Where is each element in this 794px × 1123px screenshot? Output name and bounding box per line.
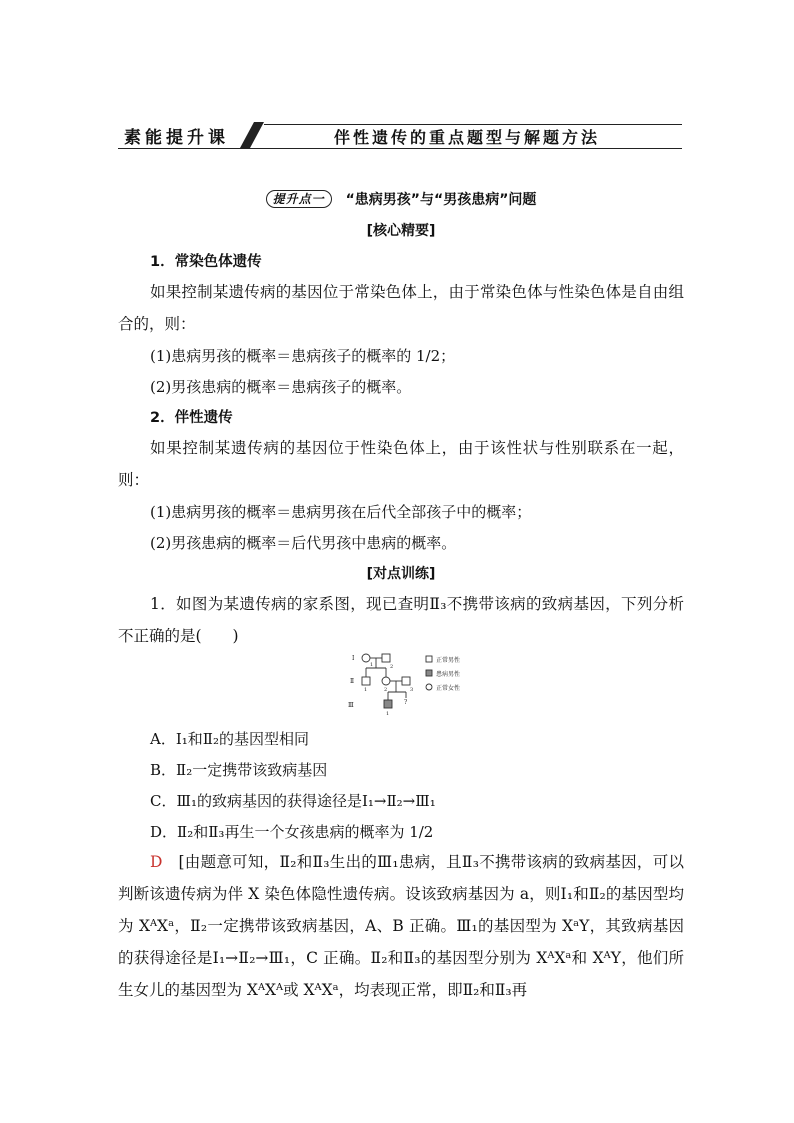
section-title: “患病男孩”与“男孩患病”问题 — [345, 192, 537, 208]
header-slash-decoration — [240, 122, 264, 148]
legend-normal-male-icon — [426, 656, 432, 662]
option-b: B．Ⅱ₂一定携带该致病基因 — [150, 761, 328, 779]
answer-letter: D — [150, 853, 163, 871]
section-badge: 提升点一 — [266, 190, 332, 208]
pedigree-II1-normal-male-icon — [362, 677, 370, 685]
I1-number: 1 — [370, 662, 374, 668]
pedigree-II3-normal-male-icon — [402, 677, 410, 685]
lesson-header — [118, 120, 682, 150]
core-essentials-heading: [核心精要] — [366, 223, 436, 239]
sex-linked-text: 如果控制某遗传病的基因位于性染色体上，由于该性状与性别联系在一起，则： — [118, 439, 684, 489]
sex-linked-title: 2．伴性遗传 — [150, 410, 233, 426]
legend-affected-male-label: 患病男性 — [436, 671, 461, 678]
gen-II-label: Ⅱ — [350, 678, 355, 685]
training-heading: [对点训练] — [366, 566, 436, 582]
legend-normal-male-label: 正常男性 — [436, 657, 461, 664]
pedigree-I1-normal-female-icon — [362, 654, 370, 662]
lesson-tag: 素能提升课 — [124, 128, 229, 148]
option-a: A．Ⅰ₁和Ⅱ₂的基因型相同 — [150, 730, 309, 748]
III1-number: 1 — [386, 711, 390, 717]
question-1: 1．如图为某遗传病的家系图，现已查明Ⅱ₃不携带该病的致病基因，下列分析不正确的是( ) — [118, 595, 684, 645]
unknown-child-mark: ? — [404, 699, 408, 706]
section-heading — [118, 189, 684, 210]
lesson-title: 伴性遗传的重点题型与解题方法 — [334, 128, 601, 147]
autosomal-title: 1．常染色体遗传 — [150, 254, 262, 270]
option-c: C．Ⅲ₁的致病基因的获得途径是Ⅰ₁→Ⅱ₂→Ⅲ₁ — [150, 792, 436, 810]
pedigree-II2-normal-female-icon — [382, 677, 390, 685]
autosomal-item-2: (2)男孩患病的概率＝患病孩子的概率。 — [150, 378, 412, 396]
I2-number: 2 — [390, 664, 394, 670]
autosomal-item-1: (1)患病男孩的概率＝患病孩子的概率的 1/2； — [150, 347, 456, 365]
legend-affected-male-icon — [426, 670, 432, 676]
II1-number: 1 — [364, 687, 368, 693]
sex-linked-item-1: (1)患病男孩的概率＝患病男孩在后代全部孩子中的概率； — [150, 503, 532, 521]
answer-explanation — [118, 846, 684, 1006]
legend-normal-female-label: 正常女性 — [436, 685, 461, 692]
header-bottom-rule — [118, 148, 682, 149]
autosomal-text: 如果控制某遗传病的基因位于常染色体上，由于常染色体与性染色体是自由组合的，则： — [118, 283, 684, 333]
pedigree-chart — [344, 650, 484, 720]
explanation-text: [由题意可知，Ⅱ₂和Ⅱ₃生出的Ⅲ₁患病，且Ⅱ₃不携带该病的致病基因，可以判断该遗传病为伴 X 染色体隐性遗传病。设该致病基因为 a，则Ⅰ₁和Ⅱ₂的基因型均为 XᴬXᵃ，Ⅱ₂一定携带该致病基因，A、B 正确。Ⅲ₁的基因型为 XᵃY，其致病基因的获得途径是Ⅰ₁→Ⅱ₂→Ⅲ₁，C 正确。Ⅱ₂和Ⅱ₃的基因型分别为 XᴬXᵃ和 XᴬY，他们所生女儿的基因型为 XᴬXᴬ或 XᴬXᵃ，均表现正常，即Ⅱ₂和Ⅱ₃再 — [118, 853, 684, 999]
II3-number: 3 — [410, 687, 414, 693]
pedigree-I2-normal-male-icon — [382, 654, 390, 662]
gen-I-label: Ⅰ — [352, 655, 355, 662]
option-d: D．Ⅱ₂和Ⅱ₃再生一个女孩患病的概率为 1/2 — [150, 823, 434, 841]
pedigree-III1-affected-male-icon — [384, 700, 392, 708]
legend-normal-female-icon — [426, 684, 432, 690]
II2-number: 2 — [384, 687, 388, 693]
gen-III-label: Ⅲ — [348, 702, 354, 709]
sex-linked-item-2: (2)男孩患病的概率＝后代男孩中患病的概率。 — [150, 534, 457, 552]
